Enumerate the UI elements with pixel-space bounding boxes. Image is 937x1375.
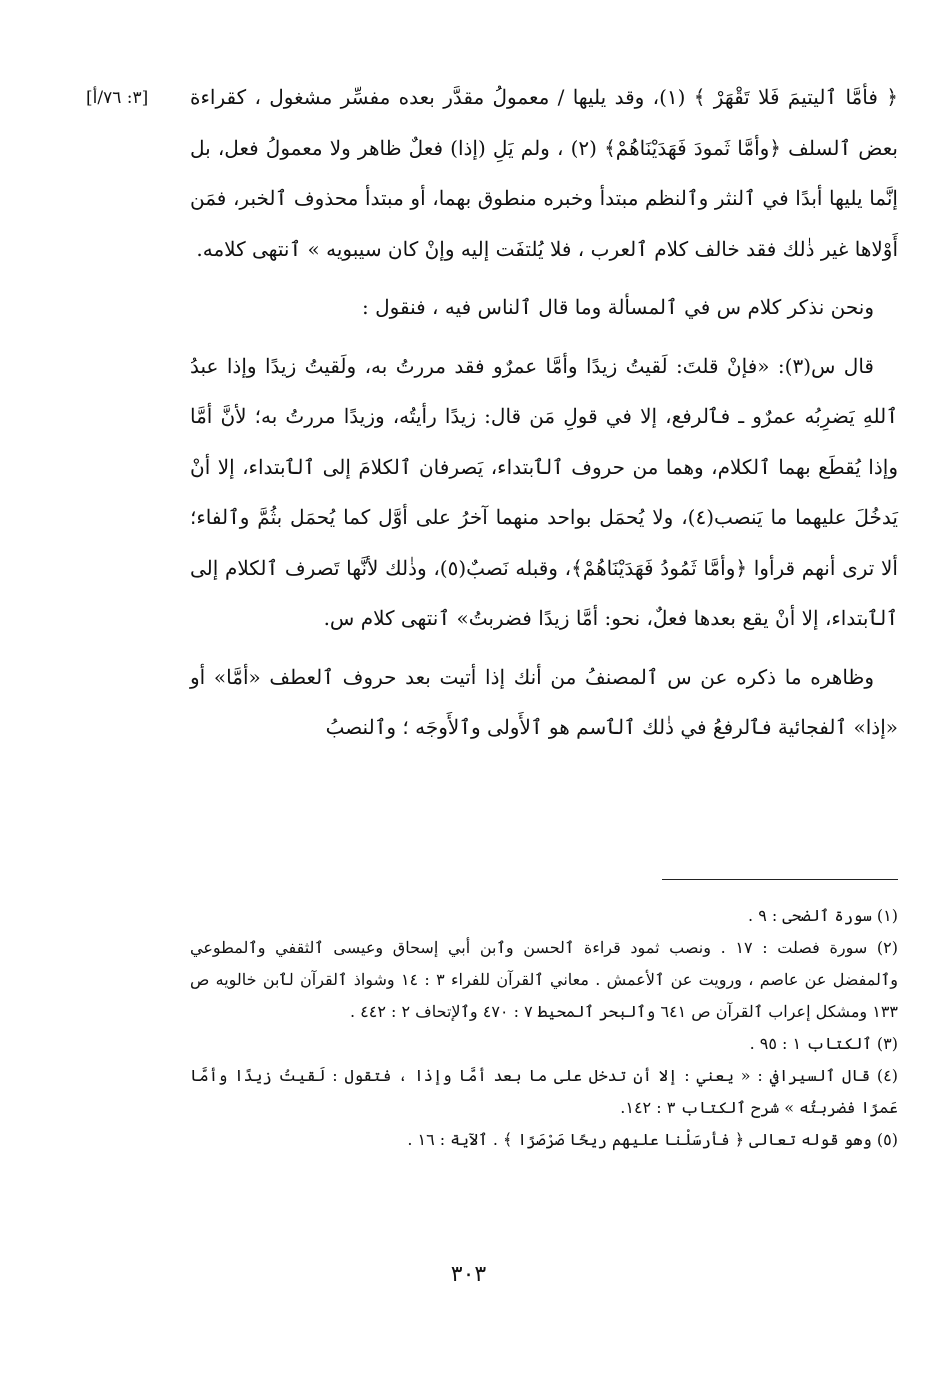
page-number: ٣٠٣ (450, 1262, 487, 1287)
footnote-3: (٣) ٱلكتاب ١ : ٩٥ . (749, 1034, 898, 1053)
footnote-4: (٤) قال ٱلسيرافي : « يعني : إلا أن تدخل على ما بعد أمَّا وإذا ، فتقول : لَقيتُ زيدًا وأمَّا عَمرًا فضربتُه » شرح ٱلكتاب ٣ : ١٤٢. (190, 1066, 899, 1117)
paragraph-commentary: وظاهره ما ذكره عن س ٱلمصنفُ من أنك إذا أتيت بعد حروف ٱلعطف «أمَّا» أو «إذا» ٱلفجائية فٱلرفعُ في ذٰلك ٱلٱسم هو ٱلأَولى وٱلأَوجَه ؛ وٱلنصبُ (190, 664, 898, 739)
main-text (190, 72, 898, 753)
footnote-2: (٢) سورة فصلت : ١٧ . ونصب ثمود قراءة ٱلحسن وٱبن أبي إسحاق وعيسى ٱلثقفي وٱلمطوعي وٱلمفضل عن عاصم ، ورويت عن ٱلأعمش . معاني ٱلقرآن للفراء ٣ : ١٤ وشواذ ٱلقرآن لٱبن خالويه ص ١٣٣ ومشكل إعراب ٱلقرآن ص ٦٤١ وٱلبحر ٱلمحيط ٧ : ٤٧٠ وٱلإتحاف ٢ : ٤٤٢ . (190, 938, 899, 1021)
paragraph-sibawayh-quote: قال س(٣): «فإنْ قلتَ: لَقيتُ زيدًا وأمَّا عمرٌو فقد مررتُ به، ولَقيتُ زيدًا وإذا عبدُ ٱللهِ يَضرِبُه عمرٌو ـ فٱلرفع، إلا في قولِ مَن قال: زيدًا رأيتُه، وزيدًا مررتُ به؛ لأنَّ أمَّا وإذا يُقطَع بهما ٱلكلام، وهما من حروف ٱلٱبتداء، يَصرفان ٱلكلامَ إلى ٱلٱبتداء، إلا أنْ يَدخُلَ عليهما ما يَنصب(٤)، ولا يُحمَل بواحد منهما آخرُ على أوَّل كما يُحمَل بثُمَّ وٱلفاء؛ ألا ترى أنهم قرأوا ﴿وأمَّا ثَمُودُ فَهَدَيْنَاهُمْ﴾، وقبله نَصبٌ(٥)، وذٰلك لأنَّها تَصرف ٱلكلام إلى ٱلٱبتداء، إلا أنْ يقع بعدها فعلٌ، نحو: أمَّا زيدًا فضربتُ» ٱنتهى كلام س. (190, 353, 898, 630)
paragraph-intro: ونحن نذكر كلام س في ٱلمسألة وما قال ٱلناس فيه ، فنقول : (362, 295, 874, 319)
footnotes (190, 900, 898, 1156)
footnote-1: (١) سورة ٱلضحى : ٩ . (748, 906, 898, 925)
footnote-separator (662, 879, 898, 880)
paragraph-quote-end: ﴿ فأمَّا ٱليتيمَ فَلا تَقْهَرْ ﴾ (١)، وقد يليها / معمولُ مقدَّر بعده مفسِّر مشغول ، كقراءة بعض ٱلسلف ﴿وأمَّا ثَمودَ فَهَدَيْنَاهُمْ﴾ (٢) ، ولم يَلِ (إذا) فعلٌ ظاهر ولا معمولُ فعل، بل إنَّما يليها أبدًا في ٱلنثر وٱلنظم مبتدأ وخبره منطوق بهما، أو مبتدأ محذوف ٱلخبر، فمَن أَوْلاها غير ذٰلك فقد خالف كلام ٱلعرب ، فلا يُلتفَت إليه وإنْ كان سيبويه » ٱنتهى كلامه. (190, 85, 898, 261)
manuscript-folio-reference: [٣: ٧٦/أ] (86, 88, 149, 108)
footnote-5: (٥) وهو قوله تعالى ﴿ فأرسَلْنا عليهم ريحًا صَرْصَرًا ﴾ . ٱلآية : ١٦ . (407, 1130, 898, 1149)
